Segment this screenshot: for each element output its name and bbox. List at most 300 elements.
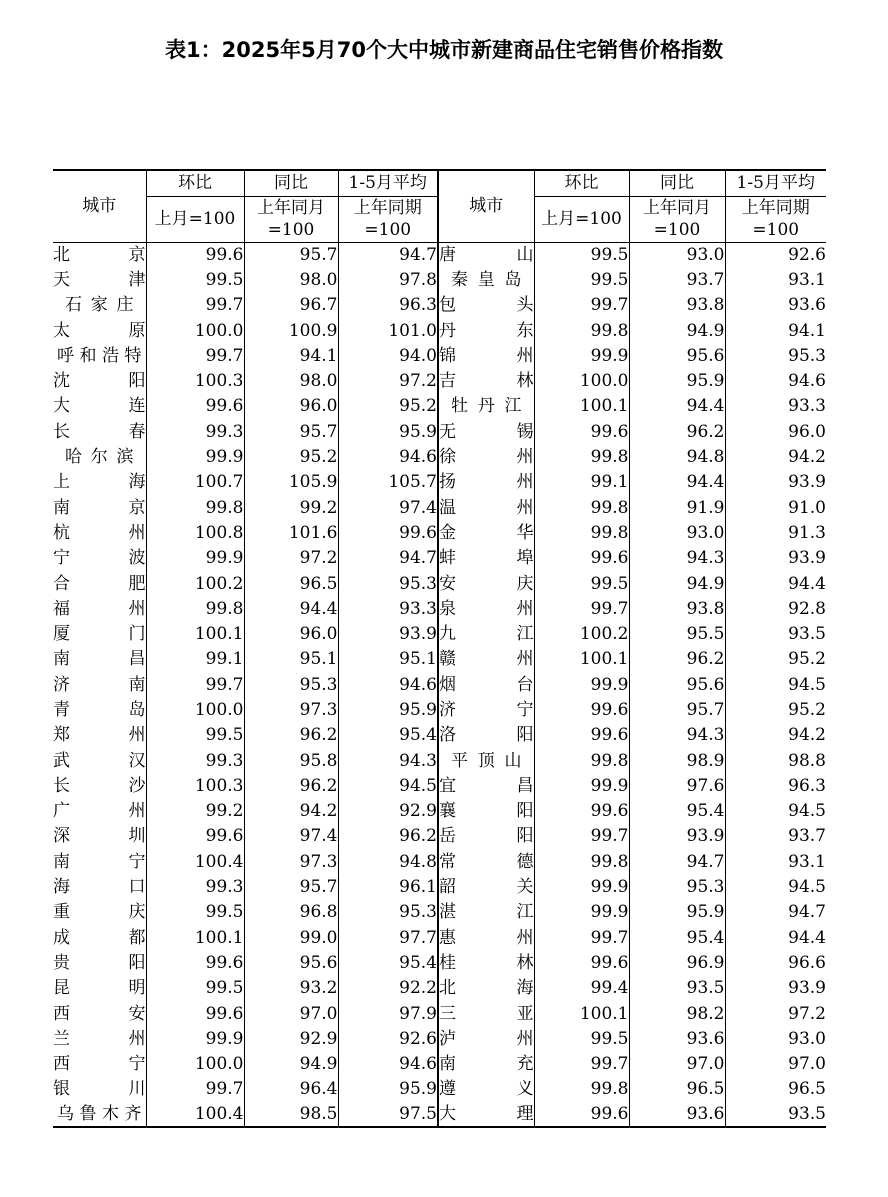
city-name-right: 九江 xyxy=(438,621,534,646)
yoy-value-left: 94.9 xyxy=(244,1052,338,1077)
table-row xyxy=(53,1001,826,1026)
city-name-left: 长春 xyxy=(53,421,146,442)
mom-value-right: 99.5 xyxy=(534,1026,629,1051)
avg-value-left: 97.5 xyxy=(338,1102,438,1127)
avg-value-right: 94.6 xyxy=(725,368,826,393)
city-name-left: 昆明 xyxy=(53,978,146,999)
yoy-value-right: 95.4 xyxy=(629,925,725,950)
table-row xyxy=(53,950,826,975)
yoy-value-left: 93.2 xyxy=(244,976,338,1001)
city-name-left: 深圳 xyxy=(53,826,146,847)
mom-value-right: 99.8 xyxy=(534,444,629,469)
city-name-left: 北京 xyxy=(53,244,146,265)
mom-value-right: 99.1 xyxy=(534,470,629,495)
mom-value-right: 99.6 xyxy=(534,419,629,444)
avg-value-left: 95.3 xyxy=(338,900,438,925)
mom-value-right: 99.7 xyxy=(534,596,629,621)
table-row xyxy=(53,596,826,621)
city-name-right: 遵义 xyxy=(438,1077,534,1102)
city-name-left: 济南 xyxy=(53,674,146,695)
yoy-value-left: 95.7 xyxy=(244,242,338,267)
avg-value-right: 91.3 xyxy=(725,520,826,545)
city-name-left: 沈阳 xyxy=(53,371,146,392)
avg-value-right: 93.9 xyxy=(725,546,826,571)
yoy-value-right: 94.9 xyxy=(629,318,725,343)
avg-value-left: 95.4 xyxy=(338,950,438,975)
mom-value-right: 99.7 xyxy=(534,293,629,318)
yoy-value-left: 95.2 xyxy=(244,444,338,469)
yoy-value-left: 98.0 xyxy=(244,368,338,393)
yoy-value-right: 93.5 xyxy=(629,976,725,1001)
city-name-right: 徐州 xyxy=(438,444,534,469)
avg-base-left-line1: 上年同期 xyxy=(338,196,438,219)
yoy-value-left: 96.0 xyxy=(244,394,338,419)
table-row xyxy=(53,824,826,849)
yoy-value-right: 93.9 xyxy=(629,824,725,849)
city-name-right: 北海 xyxy=(438,976,534,1001)
city-name-right: 襄阳 xyxy=(438,799,534,824)
mom-value-left: 99.3 xyxy=(146,874,244,899)
mom-value-right: 100.1 xyxy=(534,647,629,672)
avg-value-left: 96.2 xyxy=(338,824,438,849)
city-header-right: 城市 xyxy=(438,170,534,242)
yoy-value-right: 94.3 xyxy=(629,723,725,748)
yoy-value-left: 101.6 xyxy=(244,520,338,545)
city-name-left: 郑州 xyxy=(53,725,146,746)
mom-value-left: 100.1 xyxy=(146,621,244,646)
table-row xyxy=(53,368,826,393)
yoy-value-left: 96.0 xyxy=(244,621,338,646)
city-name-right: 赣州 xyxy=(438,647,534,672)
avg-value-left: 93.3 xyxy=(338,596,438,621)
avg-value-left: 94.7 xyxy=(338,242,438,267)
avg-value-left: 95.9 xyxy=(338,697,438,722)
table-row xyxy=(53,874,826,899)
avg-value-right: 94.1 xyxy=(725,318,826,343)
mom-value-right: 99.5 xyxy=(534,267,629,292)
mom-value-right: 99.6 xyxy=(534,546,629,571)
avg-value-left: 94.0 xyxy=(338,343,438,368)
mom-value-left: 99.9 xyxy=(146,1026,244,1051)
table-row xyxy=(53,1052,826,1077)
avg-value-right: 94.5 xyxy=(725,672,826,697)
avg-value-left: 92.6 xyxy=(338,1026,438,1051)
city-name-right: 扬州 xyxy=(438,470,534,495)
mom-value-left: 100.0 xyxy=(146,1052,244,1077)
mom-value-left: 99.1 xyxy=(146,647,244,672)
yoy-value-left: 95.8 xyxy=(244,748,338,773)
mom-value-left: 99.9 xyxy=(146,546,244,571)
mom-value-left: 99.7 xyxy=(146,1077,244,1102)
yoy-value-left: 95.7 xyxy=(244,419,338,444)
city-name-left: 南宁 xyxy=(53,851,146,872)
table-row xyxy=(53,267,826,292)
mom-value-left: 99.8 xyxy=(146,596,244,621)
yoy-value-left: 92.9 xyxy=(244,1026,338,1051)
avg-value-right: 93.1 xyxy=(725,849,826,874)
avg-value-right: 93.0 xyxy=(725,1026,826,1051)
avg-header-left: 1-5月平均 xyxy=(338,170,438,196)
avg-value-right: 96.3 xyxy=(725,773,826,798)
table-row xyxy=(53,318,826,343)
city-name-right: 泉州 xyxy=(438,596,534,621)
table-row xyxy=(53,293,826,318)
yoy-value-left: 94.4 xyxy=(244,596,338,621)
avg-value-left: 95.9 xyxy=(338,1077,438,1102)
table-row xyxy=(53,621,826,646)
yoy-base-right-line2: =100 xyxy=(629,219,725,242)
avg-value-right: 98.8 xyxy=(725,748,826,773)
city-name-right: 桂林 xyxy=(438,950,534,975)
city-name-right: 唐山 xyxy=(438,242,534,267)
avg-value-right: 93.5 xyxy=(725,1102,826,1127)
mom-value-right: 99.8 xyxy=(534,318,629,343)
avg-value-left: 97.4 xyxy=(338,495,438,520)
mom-value-right: 99.6 xyxy=(534,697,629,722)
mom-value-left: 99.5 xyxy=(146,723,244,748)
avg-value-left: 95.1 xyxy=(338,647,438,672)
city-name-right: 无锡 xyxy=(438,419,534,444)
table-row xyxy=(53,697,826,722)
mom-value-left: 100.4 xyxy=(146,849,244,874)
avg-value-right: 96.5 xyxy=(725,1077,826,1102)
yoy-value-left: 94.1 xyxy=(244,343,338,368)
avg-value-left: 96.1 xyxy=(338,874,438,899)
mom-value-right: 99.7 xyxy=(534,925,629,950)
city-name-left: 重庆 xyxy=(53,902,146,923)
yoy-value-left: 96.2 xyxy=(244,723,338,748)
city-name-left: 西宁 xyxy=(53,1054,146,1075)
city-name-left: 武汉 xyxy=(53,750,146,771)
yoy-value-left: 97.4 xyxy=(244,824,338,849)
table-row xyxy=(53,546,826,571)
yoy-value-left: 95.3 xyxy=(244,672,338,697)
table-header xyxy=(53,170,826,242)
city-name-right: 洛阳 xyxy=(438,723,534,748)
table-row xyxy=(53,773,826,798)
yoy-value-right: 93.0 xyxy=(629,242,725,267)
yoy-value-right: 91.9 xyxy=(629,495,725,520)
avg-value-left: 95.3 xyxy=(338,571,438,596)
table-row xyxy=(53,1026,826,1051)
city-name-left: 成都 xyxy=(53,927,146,948)
city-name-right: 温州 xyxy=(438,495,534,520)
mom-value-right: 99.5 xyxy=(534,242,629,267)
yoy-value-right: 97.0 xyxy=(629,1052,725,1077)
table-row xyxy=(53,647,826,672)
mom-value-left: 99.3 xyxy=(146,419,244,444)
city-name-left: 上海 xyxy=(53,472,146,493)
table-row xyxy=(53,520,826,545)
city-name-right: 湛江 xyxy=(438,900,534,925)
mom-value-right: 99.6 xyxy=(534,950,629,975)
city-name-left: 广州 xyxy=(53,801,146,822)
mom-value-left: 100.8 xyxy=(146,520,244,545)
avg-value-right: 93.3 xyxy=(725,394,826,419)
city-name-right: 蚌埠 xyxy=(438,546,534,571)
mom-value-right: 99.7 xyxy=(534,1052,629,1077)
mom-value-left: 99.6 xyxy=(146,242,244,267)
avg-value-right: 93.6 xyxy=(725,293,826,318)
city-name-right: 三亚 xyxy=(438,1001,534,1026)
mom-value-right: 100.2 xyxy=(534,621,629,646)
avg-value-right: 95.2 xyxy=(725,697,826,722)
city-name-left: 宁波 xyxy=(53,548,146,569)
city-name-left: 杭州 xyxy=(53,522,146,543)
yoy-value-right: 96.9 xyxy=(629,950,725,975)
avg-value-left: 96.3 xyxy=(338,293,438,318)
city-name-left: 南京 xyxy=(53,497,146,518)
mom-header-right: 环比 xyxy=(534,170,629,196)
table-row xyxy=(53,444,826,469)
city-name-left: 贵阳 xyxy=(53,952,146,973)
table-row xyxy=(53,672,826,697)
city-name-right: 安庆 xyxy=(438,571,534,596)
mom-value-right: 99.9 xyxy=(534,343,629,368)
city-name-right: 平顶山 xyxy=(438,748,534,773)
avg-value-right: 92.6 xyxy=(725,242,826,267)
city-name-right: 宜昌 xyxy=(438,773,534,798)
mom-value-left: 99.9 xyxy=(146,444,244,469)
avg-value-right: 93.7 xyxy=(725,824,826,849)
city-name-right: 泸州 xyxy=(438,1026,534,1051)
avg-value-left: 95.2 xyxy=(338,394,438,419)
avg-value-right: 94.7 xyxy=(725,900,826,925)
mom-value-right: 100.1 xyxy=(534,1001,629,1026)
city-name-left: 福州 xyxy=(53,598,146,619)
yoy-value-right: 93.8 xyxy=(629,596,725,621)
city-name-left: 长沙 xyxy=(53,775,146,796)
yoy-value-right: 95.6 xyxy=(629,672,725,697)
city-name-left: 石家庄 xyxy=(65,295,134,316)
yoy-value-right: 95.3 xyxy=(629,874,725,899)
city-name-right: 南充 xyxy=(438,1052,534,1077)
city-name-left: 厦门 xyxy=(53,624,146,645)
yoy-value-right: 93.6 xyxy=(629,1026,725,1051)
table-row xyxy=(53,470,826,495)
avg-value-right: 93.1 xyxy=(725,267,826,292)
yoy-value-right: 95.4 xyxy=(629,799,725,824)
yoy-value-left: 95.1 xyxy=(244,647,338,672)
price-index-table xyxy=(53,169,826,1128)
mom-value-left: 99.2 xyxy=(146,799,244,824)
yoy-value-left: 96.7 xyxy=(244,293,338,318)
avg-value-right: 91.0 xyxy=(725,495,826,520)
mom-value-left: 99.3 xyxy=(146,748,244,773)
city-name-left: 银川 xyxy=(53,1079,146,1100)
avg-value-right: 97.0 xyxy=(725,1052,826,1077)
avg-value-left: 95.4 xyxy=(338,723,438,748)
city-name-left: 乌鲁木齐 xyxy=(53,1102,146,1127)
city-name-left: 天津 xyxy=(53,269,146,290)
page-title: 表1：2025年5月70个大中城市新建商品住宅销售价格指数 xyxy=(165,38,723,62)
table-row xyxy=(53,799,826,824)
city-name-right: 秦皇岛 xyxy=(438,267,534,292)
city-name-left: 合肥 xyxy=(53,573,146,594)
yoy-value-right: 93.8 xyxy=(629,293,725,318)
avg-value-left: 97.8 xyxy=(338,267,438,292)
mom-value-left: 100.1 xyxy=(146,925,244,950)
avg-value-left: 94.6 xyxy=(338,444,438,469)
avg-value-right: 95.2 xyxy=(725,647,826,672)
table-row xyxy=(53,925,826,950)
yoy-base-left-line1: 上年同月 xyxy=(244,196,338,219)
table-row xyxy=(53,1077,826,1102)
avg-value-right: 94.5 xyxy=(725,874,826,899)
avg-value-left: 99.6 xyxy=(338,520,438,545)
yoy-value-right: 95.6 xyxy=(629,343,725,368)
mom-value-right: 99.6 xyxy=(534,723,629,748)
mom-value-left: 100.3 xyxy=(146,368,244,393)
city-name-right: 金华 xyxy=(438,520,534,545)
yoy-value-left: 96.5 xyxy=(244,571,338,596)
city-name-left: 大连 xyxy=(53,396,146,417)
avg-value-right: 96.0 xyxy=(725,419,826,444)
yoy-value-right: 98.9 xyxy=(629,748,725,773)
yoy-value-right: 93.6 xyxy=(629,1102,725,1127)
mom-value-right: 99.5 xyxy=(534,571,629,596)
city-name-left: 兰州 xyxy=(53,1028,146,1049)
yoy-value-left: 97.3 xyxy=(244,849,338,874)
yoy-value-right: 95.7 xyxy=(629,697,725,722)
mom-value-right: 99.9 xyxy=(534,773,629,798)
city-name-left: 呼和浩特 xyxy=(57,345,142,366)
avg-value-right: 93.9 xyxy=(725,976,826,1001)
mom-value-left: 100.3 xyxy=(146,773,244,798)
table-body xyxy=(53,242,826,1127)
table-row xyxy=(53,495,826,520)
avg-value-left: 97.9 xyxy=(338,1001,438,1026)
avg-value-left: 97.2 xyxy=(338,368,438,393)
mom-value-left: 99.5 xyxy=(146,900,244,925)
yoy-value-left: 96.2 xyxy=(244,773,338,798)
table-row xyxy=(53,571,826,596)
yoy-value-left: 96.4 xyxy=(244,1077,338,1102)
yoy-value-right: 93.0 xyxy=(629,520,725,545)
city-name-right: 烟台 xyxy=(438,672,534,697)
mom-base-right: 上月=100 xyxy=(534,196,629,242)
table-row xyxy=(53,394,826,419)
yoy-value-right: 98.2 xyxy=(629,1001,725,1026)
avg-value-right: 92.8 xyxy=(725,596,826,621)
yoy-value-left: 105.9 xyxy=(244,470,338,495)
mom-value-right: 99.9 xyxy=(534,900,629,925)
yoy-value-left: 99.2 xyxy=(244,495,338,520)
yoy-value-right: 96.2 xyxy=(629,647,725,672)
yoy-value-left: 97.3 xyxy=(244,697,338,722)
yoy-value-left: 97.2 xyxy=(244,546,338,571)
city-name-right: 岳阳 xyxy=(438,824,534,849)
mom-value-right: 99.8 xyxy=(534,849,629,874)
yoy-value-left: 100.9 xyxy=(244,318,338,343)
city-name-right: 惠州 xyxy=(438,925,534,950)
yoy-value-right: 95.9 xyxy=(629,368,725,393)
avg-value-left: 93.9 xyxy=(338,621,438,646)
avg-base-right-line2: =100 xyxy=(725,219,826,242)
city-name-right: 常德 xyxy=(438,849,534,874)
yoy-value-left: 98.0 xyxy=(244,267,338,292)
avg-value-right: 94.2 xyxy=(725,444,826,469)
city-name-right: 大理 xyxy=(438,1102,534,1127)
avg-value-right: 97.2 xyxy=(725,1001,826,1026)
yoy-value-right: 94.4 xyxy=(629,394,725,419)
mom-value-left: 100.4 xyxy=(146,1102,244,1127)
mom-value-right: 99.4 xyxy=(534,976,629,1001)
mom-value-right: 100.0 xyxy=(534,368,629,393)
mom-value-left: 100.0 xyxy=(146,697,244,722)
mom-value-right: 99.7 xyxy=(534,824,629,849)
avg-value-left: 92.9 xyxy=(338,799,438,824)
mom-value-right: 99.9 xyxy=(534,874,629,899)
avg-value-right: 93.5 xyxy=(725,621,826,646)
table-row xyxy=(53,849,826,874)
mom-value-left: 99.5 xyxy=(146,976,244,1001)
avg-value-left: 94.5 xyxy=(338,773,438,798)
yoy-value-right: 97.6 xyxy=(629,773,725,798)
city-name-left: 南昌 xyxy=(53,649,146,670)
table-row xyxy=(53,242,826,267)
city-name-right: 韶关 xyxy=(438,874,534,899)
yoy-header-right: 同比 xyxy=(629,170,725,196)
yoy-value-left: 99.0 xyxy=(244,925,338,950)
city-name-left: 西安 xyxy=(53,1003,146,1024)
city-name-right: 丹东 xyxy=(438,318,534,343)
avg-value-left: 94.6 xyxy=(338,672,438,697)
mom-value-right: 99.8 xyxy=(534,1077,629,1102)
mom-value-left: 99.6 xyxy=(146,824,244,849)
avg-value-right: 95.3 xyxy=(725,343,826,368)
avg-value-left: 95.9 xyxy=(338,419,438,444)
avg-value-left: 94.8 xyxy=(338,849,438,874)
city-name-left: 哈尔滨 xyxy=(65,447,134,468)
yoy-value-right: 94.9 xyxy=(629,571,725,596)
mom-value-right: 99.8 xyxy=(534,495,629,520)
mom-value-left: 99.8 xyxy=(146,495,244,520)
avg-value-right: 96.6 xyxy=(725,950,826,975)
mom-value-left: 99.7 xyxy=(146,672,244,697)
avg-value-right: 94.2 xyxy=(725,723,826,748)
mom-value-left: 99.7 xyxy=(146,343,244,368)
avg-header-right: 1-5月平均 xyxy=(725,170,826,196)
mom-value-right: 99.8 xyxy=(534,748,629,773)
avg-value-left: 94.7 xyxy=(338,546,438,571)
avg-value-left: 94.6 xyxy=(338,1052,438,1077)
yoy-value-left: 96.8 xyxy=(244,900,338,925)
table-row xyxy=(53,419,826,444)
city-name-left: 青岛 xyxy=(53,699,146,720)
yoy-value-left: 95.7 xyxy=(244,874,338,899)
yoy-value-left: 98.5 xyxy=(244,1102,338,1127)
table-row xyxy=(53,900,826,925)
mom-value-right: 99.9 xyxy=(534,672,629,697)
yoy-base-right-line1: 上年同月 xyxy=(629,196,725,219)
city-name-right: 包头 xyxy=(438,293,534,318)
city-name-right: 济宁 xyxy=(438,697,534,722)
city-name-right: 吉林 xyxy=(438,368,534,393)
table-row xyxy=(53,976,826,1001)
city-header-left: 城市 xyxy=(53,170,146,242)
yoy-value-right: 94.3 xyxy=(629,546,725,571)
yoy-value-right: 95.5 xyxy=(629,621,725,646)
avg-value-right: 94.5 xyxy=(725,799,826,824)
table-row xyxy=(53,748,826,773)
yoy-value-right: 93.7 xyxy=(629,267,725,292)
yoy-base-left-line2: =100 xyxy=(244,219,338,242)
yoy-value-right: 96.2 xyxy=(629,419,725,444)
mom-value-right: 99.6 xyxy=(534,1102,629,1127)
yoy-value-left: 94.2 xyxy=(244,799,338,824)
mom-value-left: 99.6 xyxy=(146,950,244,975)
